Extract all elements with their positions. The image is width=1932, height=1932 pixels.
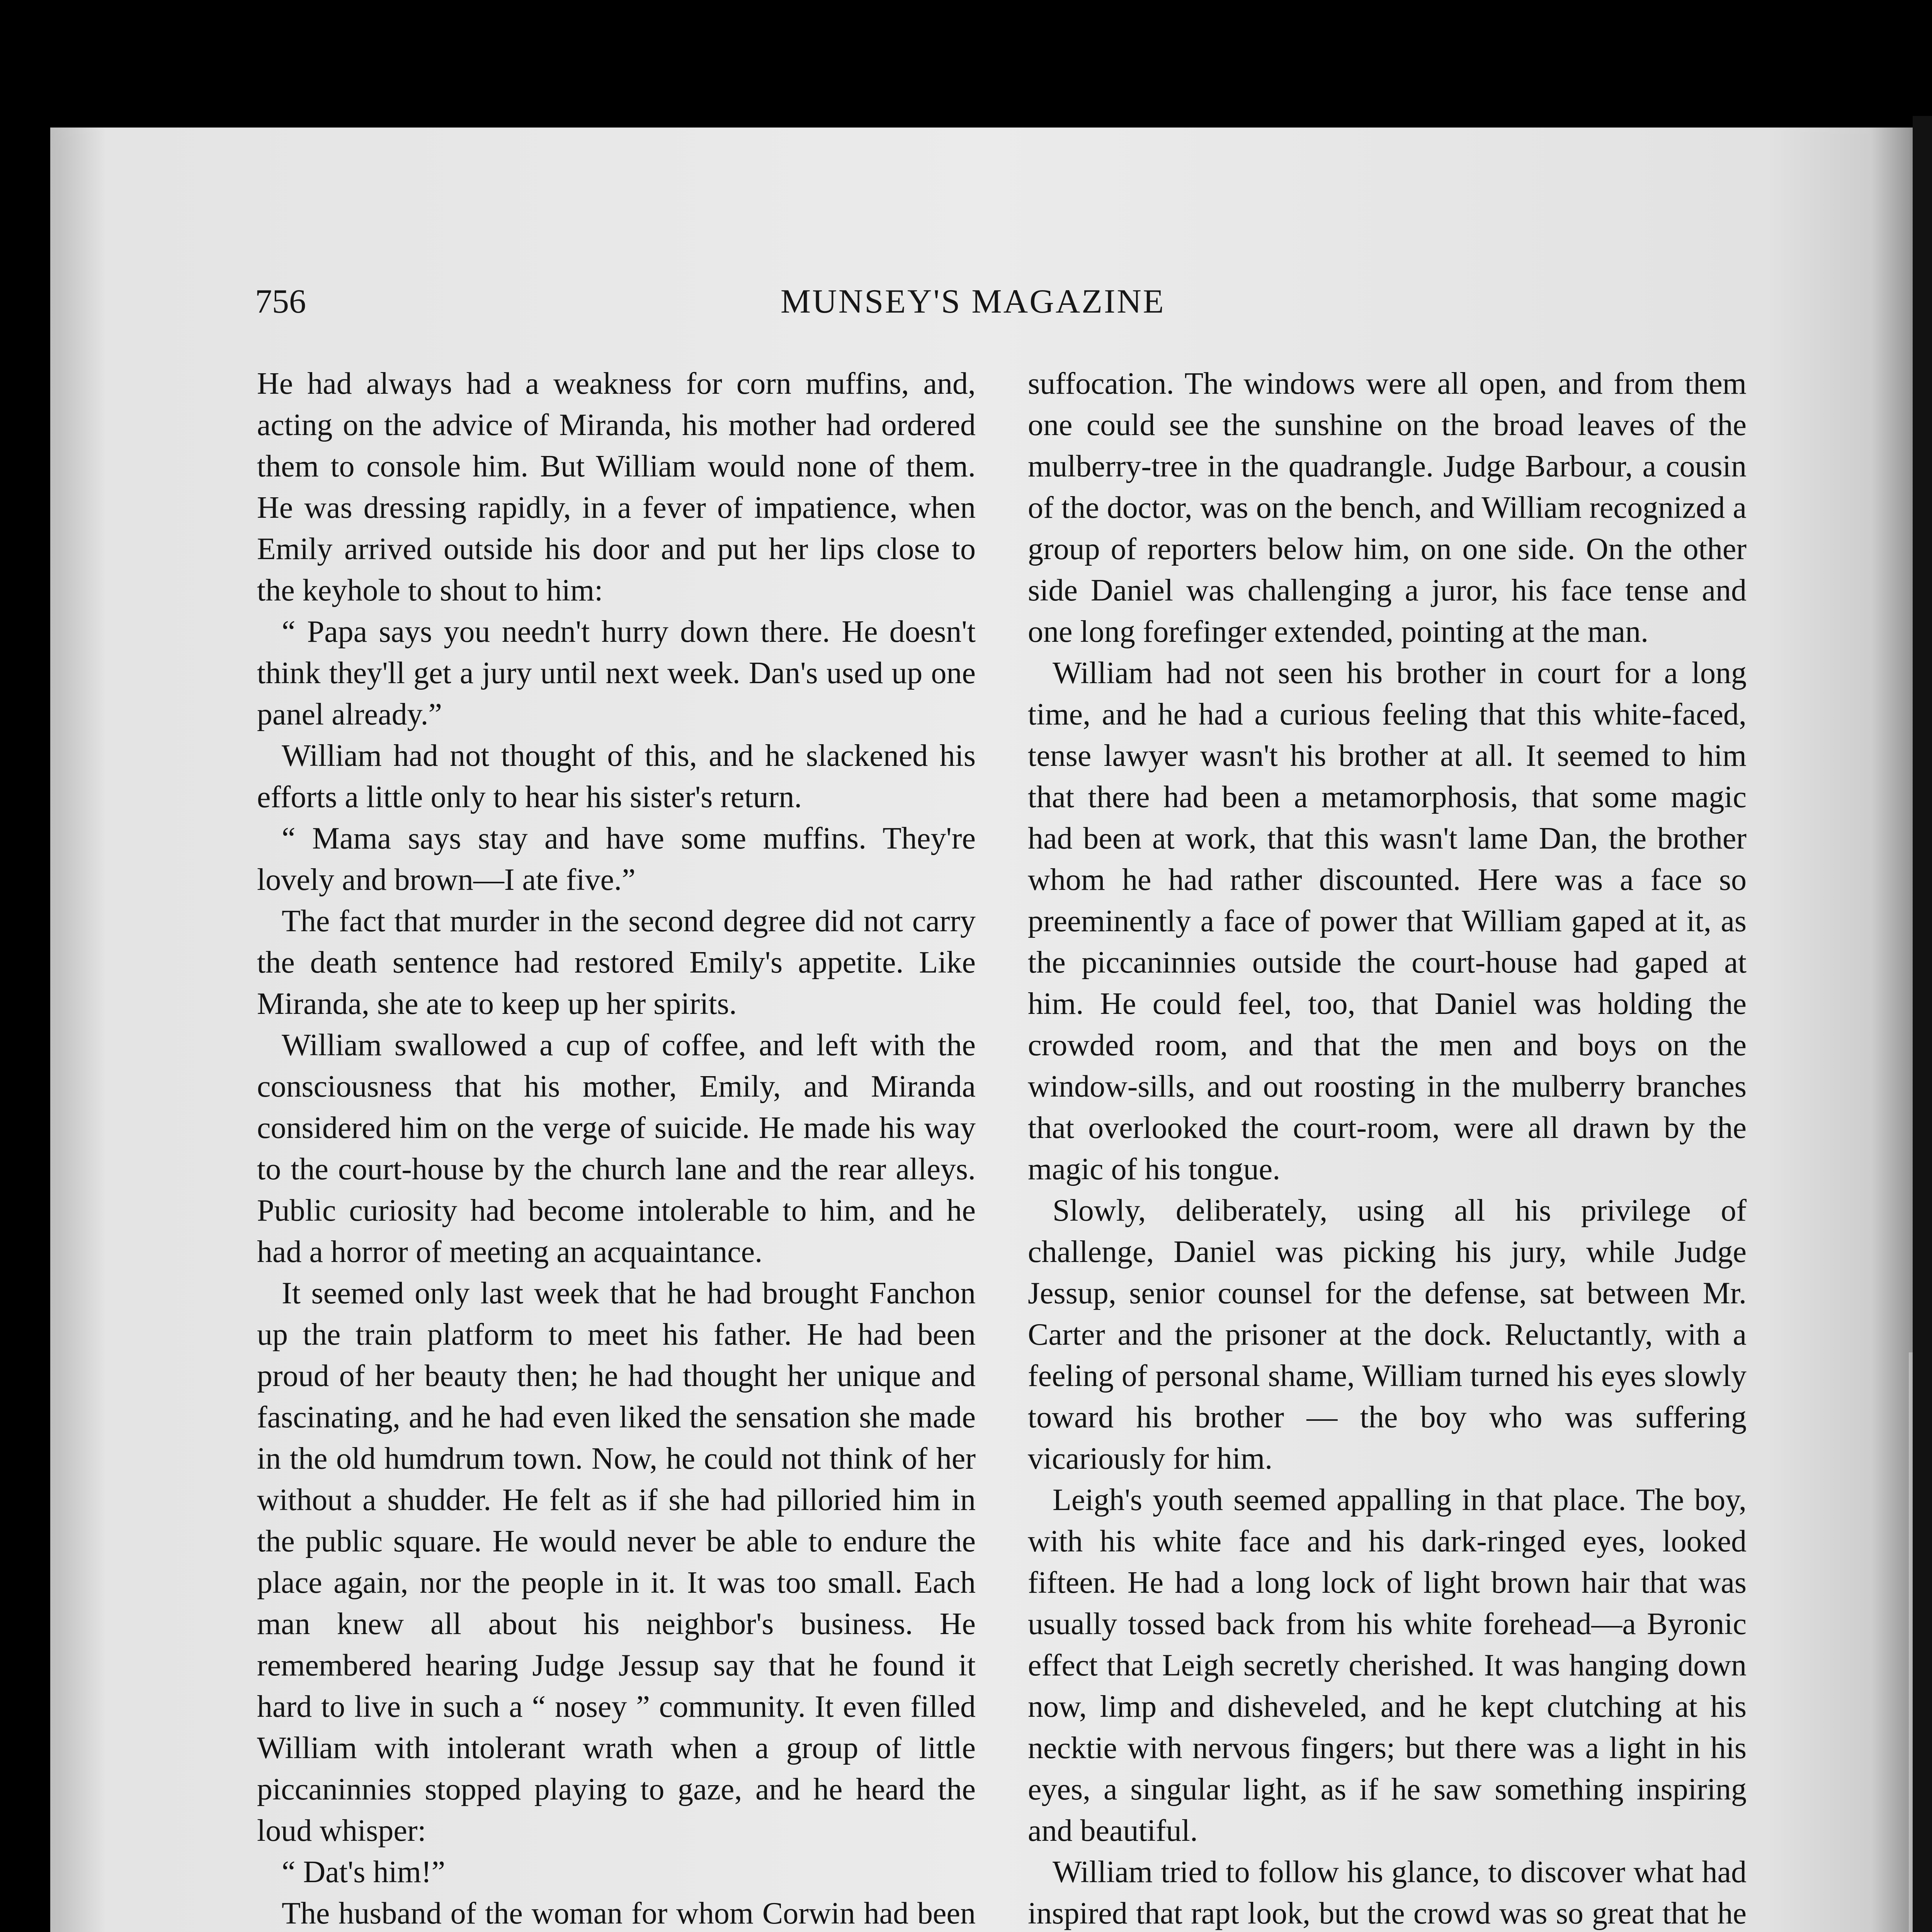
paragraph: Slowly, deliberately, using all his privilege of challenge, Daniel was picking his jury, while Judge Jessup, senior counsel for the defense, sat between Mr. Carter and the prisoner at the dock. Reluctantly, with a feeling of personal shame, William turned his eyes slowly toward his brother — the boy who was suffering vicariously for him. (1028, 1194, 1747, 1476)
right-column (1028, 363, 1747, 1932)
paragraph: It seemed only last week that he had brought Fanchon up the train platform to meet his father. He had been proud of her beauty then; he had thought her unique and fascinating, and he had even liked the sensation she made in the old humdrum town. Now, he could not think of her without a shudder. He felt as if she had pilloried him in the public square. He would never be able to endure the place again, nor the people in it. It was too small. Each man knew all about his neighbor's business. He remembered hearing Judge Jessup say that he found it hard to live in such a “ nosey ” community. It even filled William with intolerant wrath when a group of little piccaninnies stopped playing to gaze, and he heard the loud whisper: (257, 1276, 976, 1848)
paragraph: He had always had a weakness for corn muffins, and, acting on the advice of Miranda, his mother had ordered them to console him. But William would none of them. He was dressing rapidly, in a fever of impatience, when Emily arrived outside his door and put her lips close to the keyhole to shout to him: (257, 367, 976, 607)
paragraph: “ Dat's him!” (282, 1855, 446, 1889)
paragraph: The husband of the woman for whom Corwin had been (282, 1896, 976, 1930)
paragraph: William tried to follow his glance, to discover what had inspired that rapt look, but the crowd was so great that he (1028, 1855, 1747, 1930)
running-head (255, 282, 1762, 332)
paragraph: William swallowed a cup of coffee, and left with the consciousness that his mother, Emily, and Miranda considered him on the verge of suicide. He made his way to the court-house by the church lane and the rear alleys. Public curiosity had become intolerable to him, and he had a horror of meeting an acquaintance. (257, 1028, 976, 1269)
paragraph: Leigh's youth seemed appalling in that place. The boy, with his white face and his dark-ringed eyes, looked fifteen. He had a long lock of light brown hair that was usually tossed back from his white forehead—a Byronic effect that Leigh secretly cherished. It was hanging down now, limp and disheveled, and he kept clutching at his necktie with nervous fingers; but there was a light in his eyes, a singular light, as if he saw something inspiring and beautiful. (1028, 1483, 1747, 1848)
magazine-title: MUNSEY'S MAGAZINE (781, 283, 1165, 320)
paragraph: “ Mama says stay and have some muffins. They're lovely and brown—I ate five.” (257, 821, 976, 897)
page-number: 756 (255, 283, 306, 320)
paragraph: “ Papa says you needn't hurry down there. He doesn't think they'll get a jury until next week. Dan's used up one panel already.” (257, 615, 976, 731)
paragraph: The fact that murder in the second degree did not carry the death sentence had restored Emily's appetite. Like Miranda, she ate to keep up her spirits. (257, 904, 976, 1021)
book-binding (1913, 116, 1932, 1932)
paragraph: William had not thought of this, and he slackened his efforts a little only to hear his sister's return. (257, 739, 976, 814)
paragraph: William had not seen his brother in court for a long time, and he had a curious feeling that this white-faced, tense lawyer wasn't his brother at all. It seemed to him that there had been a metamorphosis, that some magic had been at work, that this wasn't lame Dan, the brother whom he had rather discounted. Here was a face so preeminently a face of power that William gaped at it, as the piccaninnies outside the court-house had gaped at him. He could feel, too, that Daniel was holding the crowded room, and that the men and boys on the window-sills, and out roosting in the mulberry branches that overlooked the court-room, were all drawn by the magic of his tongue. (1028, 656, 1747, 1186)
left-column (257, 363, 976, 1932)
paragraph: suffocation. The windows were all open, and from them one could see the sunshine on the broad leaves of the mulberry-tree in the quadrangle. Judge Barbour, a cousin of the doctor, was on the bench, and William recognized a group of reporters below him, on one side. On the other side Daniel was challenging a juror, his face tense and one long forefinger extended, pointing at the man. (1028, 367, 1747, 649)
